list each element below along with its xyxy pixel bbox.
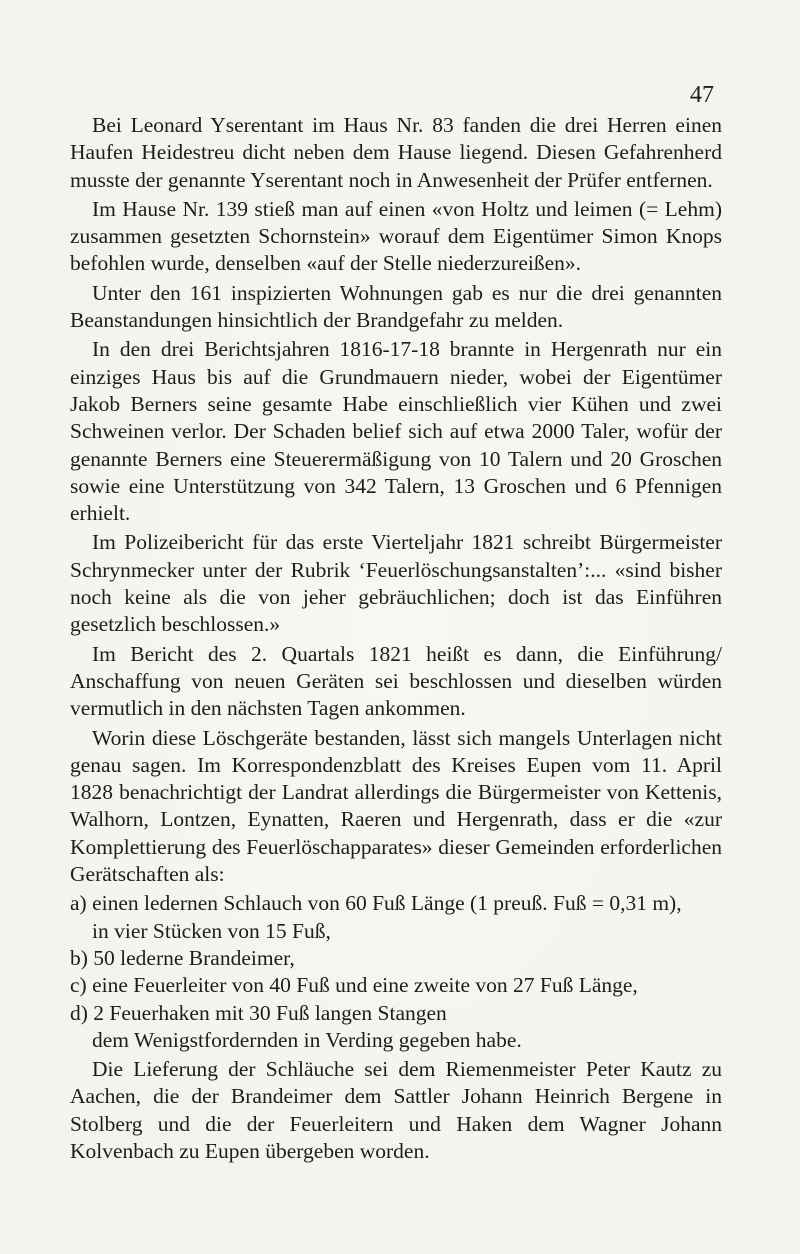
list-item: a) einen ledernen Schlauch von 60 Fuß Länge (1 preuß. Fuß = 0,31 m), <box>70 891 682 916</box>
list-item: c) eine Feuerleiter von 40 Fuß und eine zweite von 27 Fuß Länge, <box>70 973 638 998</box>
paragraph: Bei Leonard Yserentant im Haus Nr. 83 fanden die drei Herren einen Haufen Heidestreu dicht neben dem Hause liegend. Diesen Gefahrenherd musste der genannte Yserentant noch in Anwesenheit der Prüfer entfernen. <box>70 113 722 192</box>
list-closing-line: dem Wenigstfordernden in Verding gegeben habe. <box>92 1027 522 1052</box>
paragraph: In den drei Berichtsjahren 1816-17-18 brannte in Hergenrath nur ein einziges Haus bis auf die Grundmauern nieder, wobei der Eigentümer Jakob Berners seine gesamte Habe einschließlich vier Kühen und zwei Schweinen verlor. Der Schaden belief sich auf etwa 2000 Taler, wofür der genannte Berners eine Steuerermäßigung von 10 Talern und 20 Groschen sowie eine Unterstützung von 342 Talern, 13 Groschen und 6 Pfennigen erhielt. <box>70 337 722 526</box>
list-item-continuation: in vier Stücken von 15 Fuß, <box>92 918 331 943</box>
paragraph: Unter den 161 inspizierten Wohnungen gab es nur die drei genannten Beanstandungen hinsichtlich der Brandgefahr zu melden. <box>70 280 722 333</box>
paragraph: Im Bericht des 2. Quartals 1821 heißt es dann, die Einführung/ Anschaffung von neuen Geräten sei beschlossen und dieselben würden vermutlich in den nächsten Tagen ankommen. <box>70 641 722 721</box>
list-item: b) 50 lederne Brandeimer, <box>70 945 295 970</box>
paragraph: Im Polizeibericht für das erste Vierteljahr 1821 schreibt Bürgermeister Schrynmecker unter der Rubrik ‘Feuerlöschungsanstalten’:... «sind bisher noch keine als die von jeher gebräuchlichen; doch ist das Einführen gesetzlich beschlossen.» <box>70 530 722 637</box>
body-text <box>70 112 722 1167</box>
paragraph: Worin diese Löschgeräte bestanden, lässt sich mangels Unterlagen nicht genau sagen. Im Korrespondenzblatt des Kreises Eupen vom 11. April 1828 benachrichtigt der Landrat allerdings die Bürgermeister von Kettenis, Walhorn, Lontzen, Eynatten, Raeren und Hergenrath, dass er die «zur Komplettierung des Feuerlöschapparates» dieser Gemeinden erforderlichen Gerätschaften als: <box>70 725 722 887</box>
list-item: d) 2 Feuerhaken mit 30 Fuß langen Stangen <box>70 1000 447 1025</box>
paragraph: Im Hause Nr. 139 stieß man auf einen «von Holtz und leimen (= Lehm) zusammen gesetzten Schornstein» worauf dem Eigentümer Simon Knops befohlen wurde, denselben «auf der Stelle niederzureißen». <box>70 196 722 276</box>
page-number: 47 <box>690 82 714 108</box>
paragraph: Die Lieferung der Schläuche sei dem Riemenmeister Peter Kautz zu Aachen, die der Brandeimer dem Sattler Johann Heinrich Bergene in Stolberg und die der Feuerleitern und Haken dem Wagner Johann Kolvenbach zu Eupen übergeben worden. <box>70 1057 722 1163</box>
equipment-list <box>70 890 722 1054</box>
